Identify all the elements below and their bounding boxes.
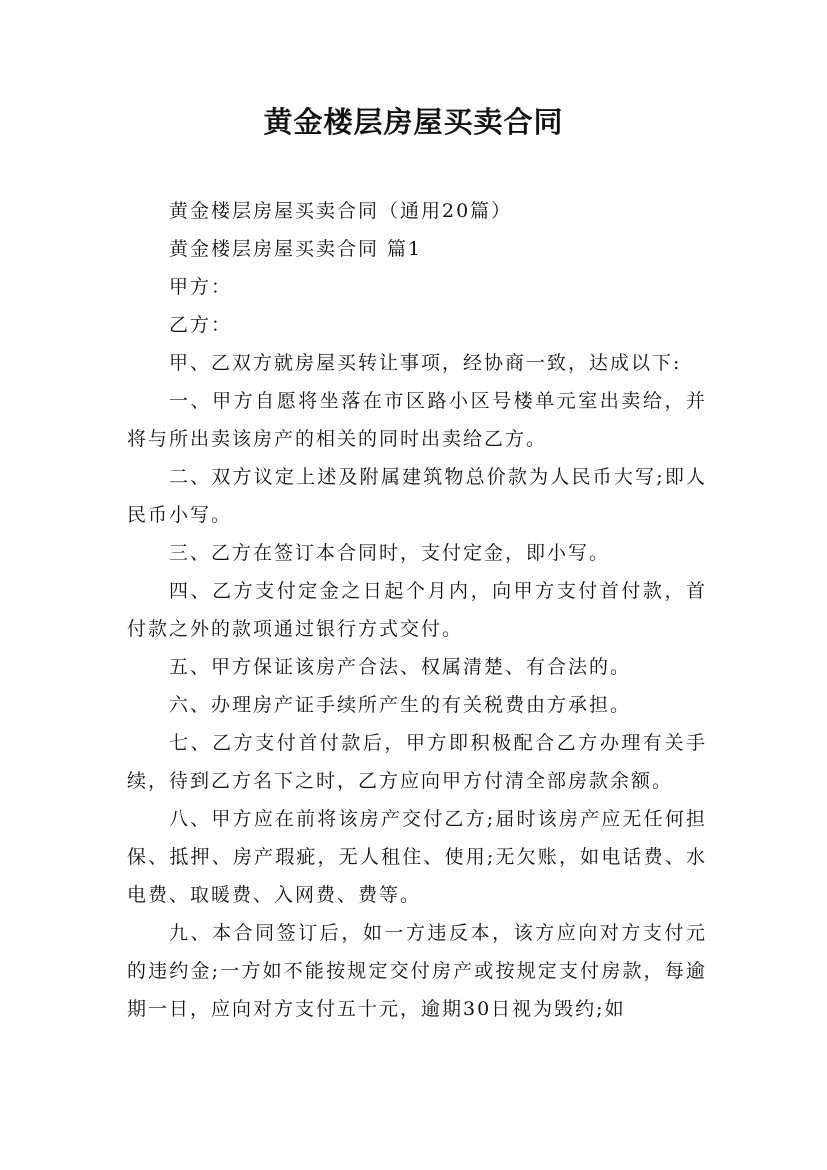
paragraph-clause-6: 六、办理房产证手续所产生的有关税费由方承担。 (169, 694, 632, 716)
paragraph-party-a: 甲方： (169, 276, 233, 298)
paragraph-clause-5: 五、甲方保证该房产合法、权属清楚、有合法的。 (169, 656, 632, 678)
document-body (127, 192, 707, 1028)
paragraph-party-b: 乙方： (169, 314, 233, 336)
paragraph-subtitle: 黄金楼层房屋买卖合同（通用20篇） (169, 200, 513, 222)
paragraph-clause-2: 二、双方议定上述及附属建筑物总价款为人民币大写;即人民币小写。 (127, 466, 707, 526)
document-title: 黄金楼层房屋买卖合同 (263, 105, 564, 139)
paragraph-clause-4: 四、乙方支付定金之日起个月内，向甲方支付首付款，首付款之外的款项通过银行方式交付。 (127, 580, 707, 640)
paragraph-clause-8: 八、甲方应在前将该房产交付乙方;届时该房产应无任何担保、抵押、房产瑕疵，无人租住、使用;无欠账，如电话费、水电费、取暖费、入网费、费等。 (127, 808, 707, 906)
paragraph-clause-1: 一、甲方自愿将坐落在市区路小区号楼单元室出卖给，并将与所出卖该房产的相关的同时出卖给乙方。 (127, 390, 707, 450)
paragraph-clause-9: 九、本合同签订后，如一方违反本，该方应向对方支付元的违约金;一方如不能按规定交付房产或按规定支付房款，每逾期一日，应向对方支付五十元，逾期30日视为毁约;如 (127, 922, 707, 1020)
paragraph-preamble: 甲、乙双方就房屋买转让事项，经协商一致，达成以下: (169, 352, 682, 374)
paragraph-clause-3: 三、乙方在签订本合同时，支付定金，即小写。 (169, 542, 611, 564)
paragraph-section-heading: 黄金楼层房屋买卖合同 篇1 (169, 238, 423, 260)
paragraph-clause-7: 七、乙方支付首付款后，甲方即积极配合乙方办理有关手续，待到乙方名下之时，乙方应向甲方付清全部房款余额。 (127, 732, 707, 792)
